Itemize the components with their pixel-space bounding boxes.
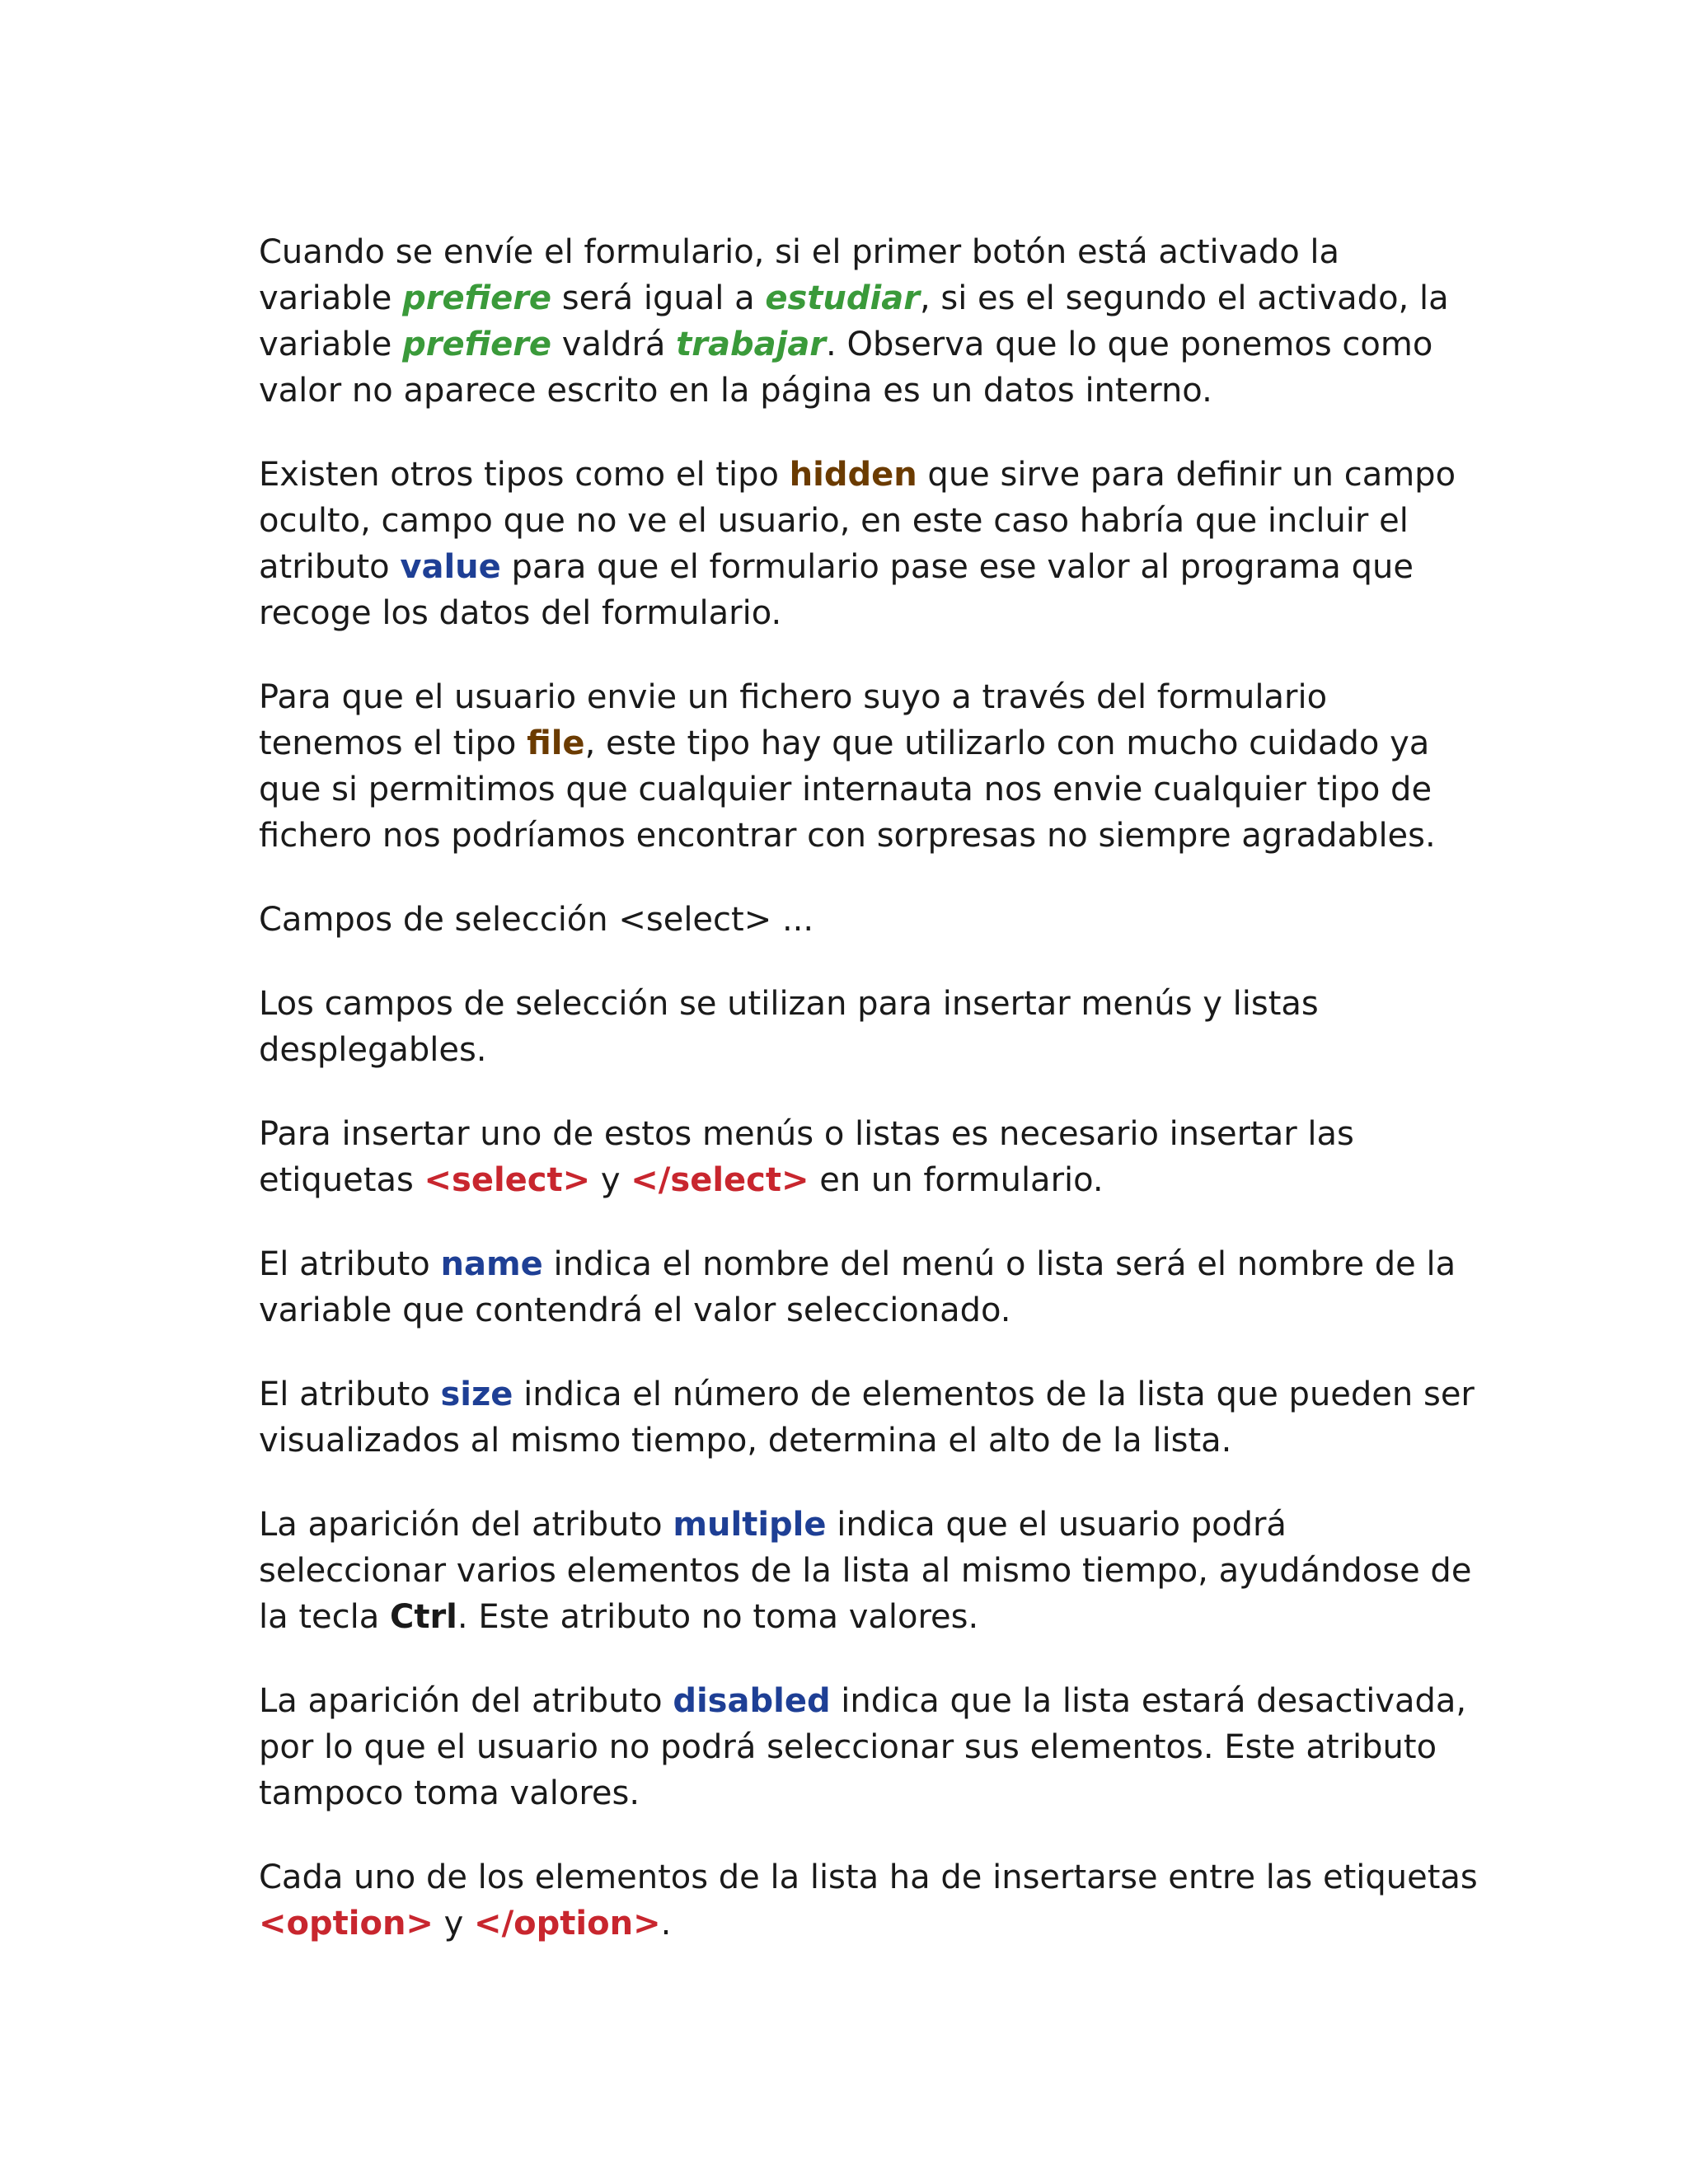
paragraph-option-tags: [259, 1854, 1479, 1947]
document-page: [259, 229, 1479, 1985]
value-trabajar: trabajar: [676, 326, 827, 363]
paragraph-hidden-type: [259, 452, 1479, 636]
tag-option-close: </option>: [474, 1905, 661, 1943]
paragraph-name-attribute: [259, 1241, 1479, 1333]
attribute-disabled: disabled: [673, 1682, 831, 1720]
text: El atributo: [259, 1245, 441, 1283]
attribute-name: name: [440, 1245, 543, 1283]
text: que sirve para definir un campo oculto, campo que no ve el usuario, en este caso habría que incluir el atributo: [259, 456, 1456, 586]
text: , si es el segundo el activado, la variable: [259, 279, 1449, 363]
text: Campos de selección <select> ...: [259, 901, 814, 939]
text: Para insertar uno de estos menús o listas es necesario insertar las etiquetas: [259, 1115, 1354, 1199]
variable-prefiere: prefiere: [402, 279, 552, 317]
text: y: [590, 1161, 631, 1199]
attribute-value: value: [400, 548, 501, 586]
text: Para que el usuario envie un fichero suyo a través del formulario tenemos el tipo: [259, 678, 1328, 762]
paragraph-disabled-attribute: [259, 1678, 1479, 1816]
text: La aparición del atributo: [259, 1682, 673, 1720]
text: indica el nombre del menú o lista será el nombre de la variable que contendrá el valor seleccionado.: [259, 1245, 1456, 1329]
attribute-multiple: multiple: [673, 1506, 827, 1544]
variable-prefiere: prefiere: [402, 326, 552, 363]
text: , este tipo hay que utilizarlo con mucho cuidado ya que si permitimos que cualquier internauta nos envie cualquier tipo de fichero nos podríamos encontrar con sorpresas no siempre agradables.: [259, 724, 1436, 855]
section-heading-select: [259, 897, 1479, 943]
tag-select-open: <select>: [424, 1161, 591, 1199]
text: para que el formulario pase ese valor al programa que recoge los datos del formulario.: [259, 548, 1414, 632]
value-estudiar: estudiar: [765, 279, 920, 317]
text: Cuando se envíe el formulario, si el primer botón está activado la variable: [259, 233, 1340, 317]
text: será igual a: [551, 279, 766, 317]
text: La aparición del atributo: [259, 1506, 673, 1544]
text: Cada uno de los elementos de la lista ha de insertarse entre las etiquetas: [259, 1858, 1478, 1896]
paragraph-form-submit: [259, 229, 1479, 414]
paragraph-multiple-attribute: [259, 1502, 1479, 1640]
key-ctrl: Ctrl: [389, 1598, 457, 1636]
paragraph-select-tags: [259, 1111, 1479, 1203]
text: valdrá: [551, 326, 677, 363]
text: Existen otros tipos como el tipo: [259, 456, 790, 494]
paragraph-file-type: [259, 674, 1479, 859]
attribute-size: size: [440, 1376, 513, 1413]
keyword-hidden: hidden: [789, 456, 917, 494]
text: indica el número de elementos de la lista que pueden ser visualizados al mismo tiempo, determina el alto de la lista.: [259, 1376, 1475, 1460]
paragraph-size-attribute: [259, 1371, 1479, 1464]
text: .: [660, 1905, 672, 1943]
tag-option-open: <option>: [259, 1905, 434, 1943]
text: y: [433, 1905, 475, 1943]
text: Los campos de selección se utilizan para insertar menús y listas desplegables.: [259, 985, 1319, 1069]
text: . Observa que lo que ponemos como valor no aparece escrito en la página es un datos interno.: [259, 326, 1433, 410]
tag-select-close: </select>: [631, 1161, 809, 1199]
paragraph-select-intro: [259, 981, 1479, 1073]
text: indica que la lista estará desactivada, por lo que el usuario no podrá seleccionar sus elementos. Este atributo tampoco toma valores.: [259, 1682, 1467, 1812]
text: . Este atributo no toma valores.: [457, 1598, 979, 1636]
keyword-file: file: [527, 724, 585, 762]
text: en un formulario.: [809, 1161, 1104, 1199]
text: El atributo: [259, 1376, 441, 1413]
text: indica que el usuario podrá seleccionar varios elementos de la lista al mismo tiempo, ayudándose de la tecla: [259, 1506, 1472, 1636]
